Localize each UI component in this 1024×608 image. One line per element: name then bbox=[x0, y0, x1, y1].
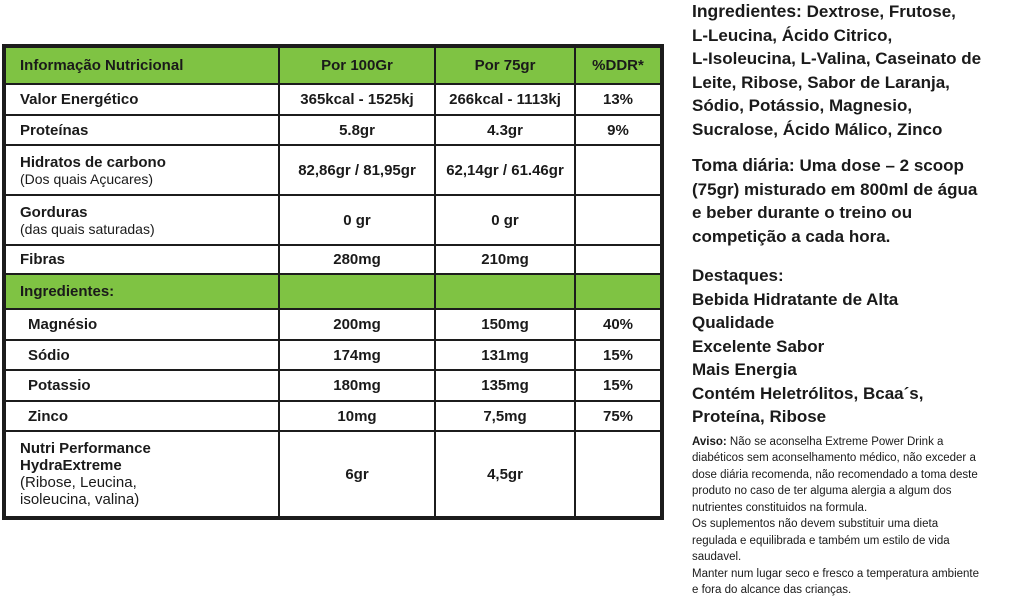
row-ddr: 75% bbox=[575, 401, 661, 431]
row-value-75: 150mg bbox=[435, 309, 575, 340]
right-panel bbox=[692, 0, 1022, 599]
warning-text: regulada e equilibrada e também um estilo de vida bbox=[692, 534, 950, 547]
table-row bbox=[5, 401, 661, 431]
table-header-row bbox=[5, 47, 661, 84]
row-ddr: 15% bbox=[575, 340, 661, 370]
row-label-cell bbox=[5, 145, 279, 195]
warning-text: nutrientes constituidos na formula. bbox=[692, 501, 868, 514]
table-row bbox=[5, 245, 661, 274]
header-title: Informação Nutricional bbox=[5, 47, 279, 84]
row-value-75: 210mg bbox=[435, 245, 575, 274]
row-value-100: 280mg bbox=[279, 245, 435, 274]
highlight-item: Excelente Sabor bbox=[692, 336, 825, 356]
dose-text: competição a cada hora. bbox=[692, 226, 891, 246]
warning-text: dose diária recomenda, não recomendado a toma deste bbox=[692, 468, 978, 481]
ingredients-text: L-Isoleucina, L-Valina, Caseinato de bbox=[692, 49, 982, 68]
table-row bbox=[5, 370, 661, 401]
row-ddr: 13% bbox=[575, 84, 661, 115]
highlight-item: Qualidade bbox=[692, 313, 775, 332]
ingredients-line bbox=[692, 0, 1022, 24]
row-label: Zinco bbox=[5, 401, 279, 431]
highlights-block bbox=[692, 264, 1022, 429]
row-ddr bbox=[575, 145, 661, 195]
row-sublabel: (das quais saturadas) bbox=[20, 220, 155, 237]
row-value-100: 5.8gr bbox=[279, 115, 435, 145]
row-value-100: 365kcal - 1525kj bbox=[279, 84, 435, 115]
ingredients-heading: Ingredientes: bbox=[692, 1, 802, 21]
ingredients-text: L-Leucina, Ácido Citrico, bbox=[692, 25, 893, 45]
ingredients-block bbox=[692, 0, 1022, 141]
warning-text: produto no caso de ter alguma alergia a algum dos bbox=[692, 485, 952, 497]
row-ddr: 40% bbox=[575, 309, 661, 340]
row-value-75: 131mg bbox=[435, 340, 575, 370]
highlight-item: Proteína, Ribose bbox=[692, 407, 827, 426]
row-label-cell bbox=[5, 431, 279, 517]
row-label: Potassio bbox=[5, 370, 279, 401]
row-label: Magnésio bbox=[5, 309, 279, 340]
row-label: HydraExtreme bbox=[20, 457, 122, 474]
header-per-75g: Por 75gr bbox=[435, 47, 575, 84]
ingredients-header-empty bbox=[575, 274, 661, 309]
row-value-75: 4.3gr bbox=[435, 115, 575, 145]
dose-text: e beber durante o treino ou bbox=[692, 203, 913, 222]
table-row bbox=[5, 84, 661, 115]
row-ddr: 15% bbox=[575, 370, 661, 401]
ingredients-header-empty bbox=[279, 274, 435, 309]
row-label: Sódio bbox=[5, 340, 279, 370]
header-per-100g: Por 100Gr bbox=[279, 47, 435, 84]
warning-block bbox=[692, 434, 1022, 599]
row-value-75: 135mg bbox=[435, 370, 575, 401]
row-value-100: 0 gr bbox=[279, 195, 435, 245]
row-ddr bbox=[575, 431, 661, 517]
highlight-item: Bebida Hidratante de Alta bbox=[692, 289, 899, 309]
row-label: Gorduras bbox=[20, 203, 88, 221]
dose-line bbox=[692, 154, 1022, 178]
warning-line bbox=[692, 434, 1022, 451]
row-ddr: 9% bbox=[575, 115, 661, 145]
row-label: Hidratos de carbono bbox=[20, 153, 166, 171]
row-label-cell bbox=[5, 195, 279, 245]
warning-text: Os suplementos não devem substituir uma dieta bbox=[692, 518, 939, 530]
highlights-heading: Destaques: bbox=[692, 266, 784, 285]
row-value-75: 0 gr bbox=[435, 195, 575, 245]
row-ddr bbox=[575, 245, 661, 274]
row-sublabel: (Dos quais Açucares) bbox=[20, 170, 154, 187]
row-label: Nutri Performance bbox=[20, 440, 151, 457]
ingredients-header-empty bbox=[435, 274, 575, 309]
row-ddr bbox=[575, 195, 661, 245]
warning-text: Não se aconselha Extreme Power Drink a bbox=[726, 435, 944, 448]
dose-block bbox=[692, 154, 1022, 248]
warning-text: diabéticos sem aconselhamento médico, não exceder a bbox=[692, 452, 976, 464]
nutrition-table bbox=[2, 44, 664, 520]
warning-text: saudavel. bbox=[692, 551, 742, 563]
ingredients-text: Sucralose, Ácido Málico, Zinco bbox=[692, 119, 943, 139]
row-value-75: 62,14gr / 61.46gr bbox=[435, 145, 575, 195]
highlight-item: Contém Heletrólitos, Bcaa´s, bbox=[692, 383, 924, 403]
row-value-100: 6gr bbox=[279, 431, 435, 517]
row-value-100: 82,86gr / 81,95gr bbox=[279, 145, 435, 195]
ingredients-header: Ingredientes: bbox=[5, 274, 279, 309]
warning-text: e fora do alcance das crianças. bbox=[692, 584, 852, 596]
table-row bbox=[5, 340, 661, 370]
dose-text: Uma dose – 2 scoop bbox=[794, 156, 964, 175]
row-label: Proteínas bbox=[5, 115, 279, 145]
highlight-item: Mais Energia bbox=[692, 360, 797, 379]
table-row bbox=[5, 145, 661, 195]
ingredients-text: Dextrose, Frutose, bbox=[801, 2, 956, 21]
row-value-100: 200mg bbox=[279, 309, 435, 340]
warning-heading: Aviso: bbox=[692, 435, 727, 448]
row-value-75: 266kcal - 1113kj bbox=[435, 84, 575, 115]
table-row bbox=[5, 195, 661, 245]
row-value-100: 10mg bbox=[279, 401, 435, 431]
row-sublabel: (Ribose, Leucina, bbox=[20, 474, 137, 491]
dose-heading: Toma diária: bbox=[692, 155, 795, 175]
dose-text: (75gr) misturado em 800ml de água bbox=[692, 179, 978, 199]
header-ddr: %DDR* bbox=[575, 47, 661, 84]
ingredients-text: Leite, Ribose, Sabor de Laranja, bbox=[692, 72, 950, 92]
table-row bbox=[5, 309, 661, 340]
ingredients-text: Sódio, Potássio, Magnesio, bbox=[692, 96, 913, 115]
row-sublabel: isoleucina, valina) bbox=[20, 491, 140, 508]
row-value-75: 7,5mg bbox=[435, 401, 575, 431]
row-value-100: 174mg bbox=[279, 340, 435, 370]
row-label: Fibras bbox=[5, 245, 279, 274]
ingredients-header-row bbox=[5, 274, 661, 309]
table-row bbox=[5, 431, 661, 517]
warning-text: Manter num lugar seco e fresco a temperatura ambiente bbox=[692, 567, 980, 580]
row-value-75: 4,5gr bbox=[435, 431, 575, 517]
row-label: Valor Energético bbox=[5, 84, 279, 115]
table-row bbox=[5, 115, 661, 145]
row-value-100: 180mg bbox=[279, 370, 435, 401]
